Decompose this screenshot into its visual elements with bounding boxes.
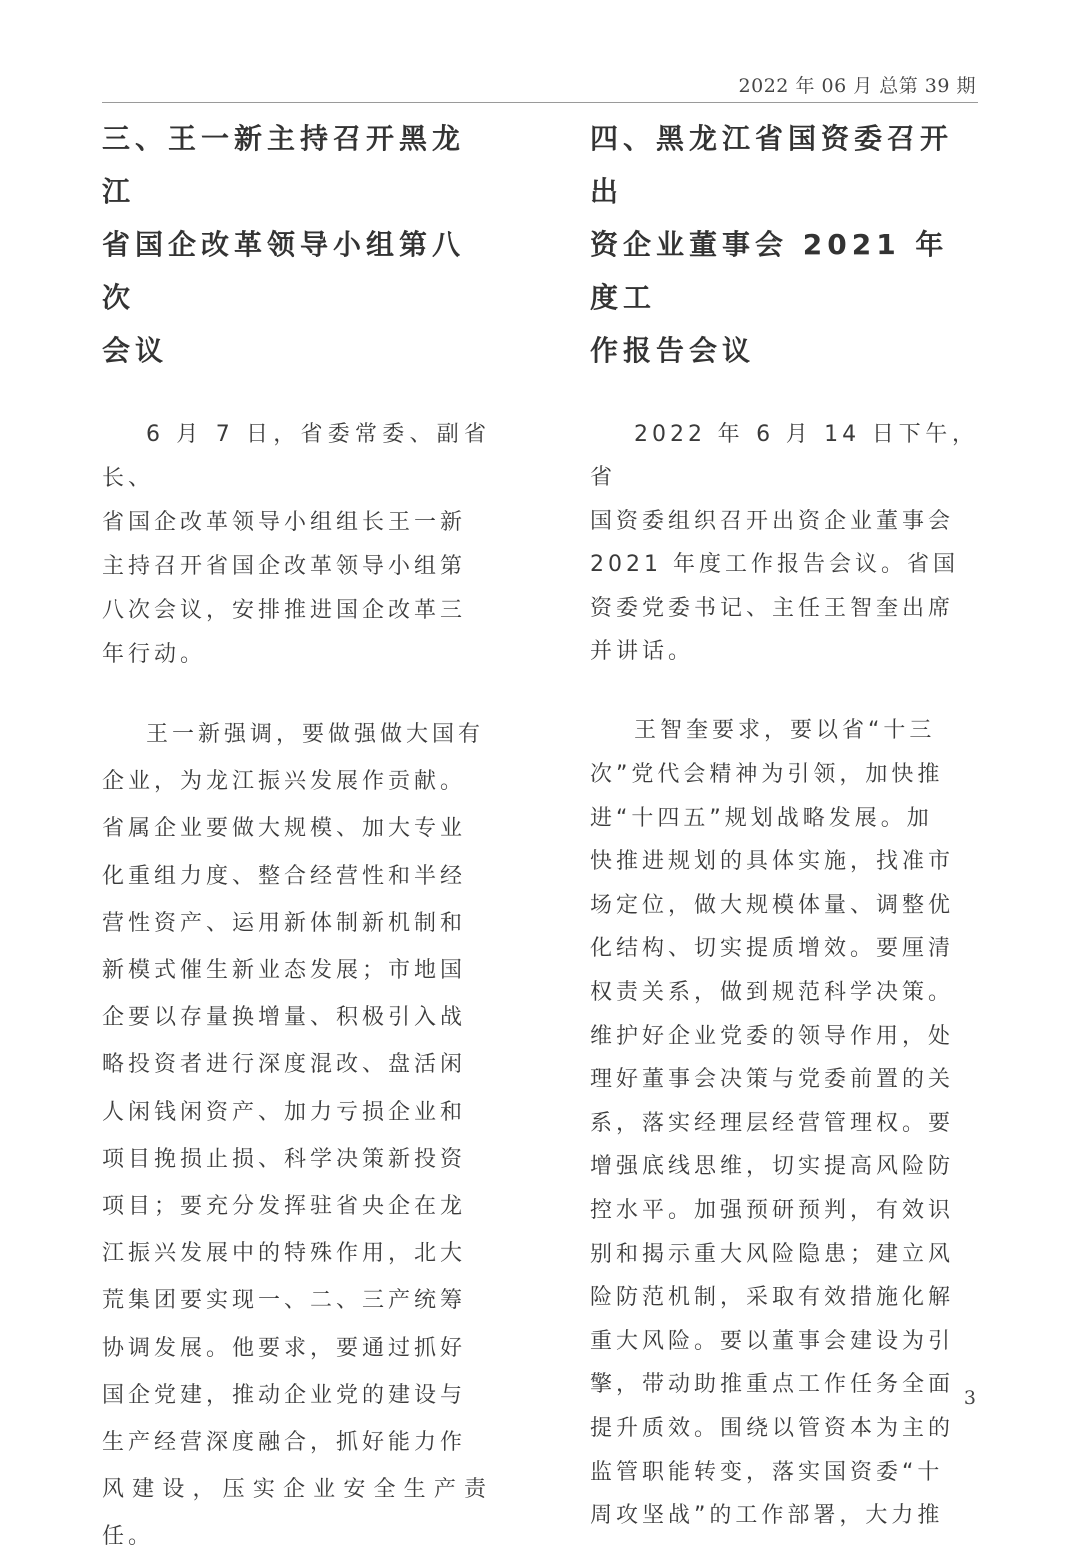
right-column [590, 112, 978, 1538]
section-title-four: 四、黑龙江省国资委召开出 资企业董事会 2021 年度工 作报告会议 [590, 122, 954, 367]
right-paragraph-1: 2022 年 6 月 14 日下午，省 国资委组织召开出资企业董事会 2021 年度工作报告会议。省国 资委党委书记、主任王智奎出席 并讲话。 [590, 422, 978, 665]
section-title-three: 三、王一新主持召开黑龙江 省国企改革领导小组第八次 会议 [102, 122, 466, 367]
issue-info: 2022 年 06 月 总第 39 期 [738, 75, 976, 97]
left-column [102, 112, 490, 1561]
left-paragraph-2: 王一新强调，要做强做大国有 企业，为龙江振兴发展作贡献。 省属企业要做大规模、加大专业 化重组力度、整合经营性和半经 营性资产、运用新体制新机制和 新模式催生新业态发展；市地国 企要以存量换增量、积极引入战 略投资者进行深度混改、盘活闲 人闲钱闲资产、加力亏损企业和 项目挽损止损、科学决策新投资 项目；要充分发挥驻省央企在龙 江振兴发展中的特殊作用，北大 荒集团要实现一、二、三产统筹 协调发展。他要求，要通过抓好 国企党建，推动企业党的建设与 生产经营深度融合，抓好能力作 风建设，压实企业安全生产责任。 [102, 722, 490, 1550]
page-number: 3 [963, 1387, 976, 1409]
left-paragraph-1: 6 月 7 日，省委常委、副省长、 省国企改革领导小组组长王一新 主持召开省国企改革领导小组第 八次会议，安排推进国企改革三 年行动。 [102, 422, 490, 667]
right-paragraph-2: 王智奎要求，要以省“十三 次”党代会精神为引领，加快推 进“十四五”规划战略发展。加 快推进规划的具体实施，找准市 场定位，做大规模体量、调整优 化结构、切实提质增效。要厘清 权责关系，做到规范科学决策。 维护好企业党委的领导作用，处 理好董事会决策与党委前置的关 系，落实经理层经营管理权。要 增强底线思维，切实提高风险防 控水平。加强预研预判，有效识 别和揭示重大风险隐患；建立风 险防范机制，采取有效措施化解 重大风险。要以董事会建设为引 擎，带动助推重点工作任务全面 提升质效。围绕以管资本为主的 监管职能转变，落实国资委“十 周攻坚战”的工作部署，大力推 [590, 718, 955, 1529]
page-header [102, 74, 978, 103]
